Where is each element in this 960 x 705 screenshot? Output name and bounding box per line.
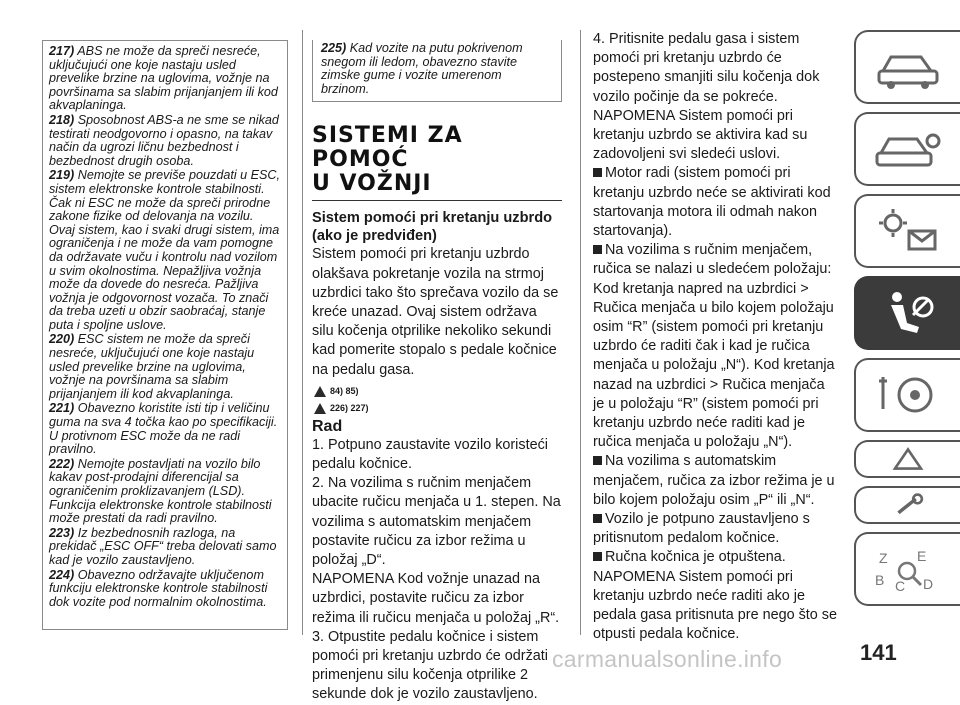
warning-220: 220) ESC sistem ne može da spreči nesreće, uključujući one koje nastaju usled prevelike brzine na uglovima, vožnje na površinama sa slabim prijanjanjem ili kod akvaplaninga. xyxy=(49,332,255,401)
warning-223: 223) Iz bezbednosnih razloga, na prekidač „ESC OFF“ treba delovati samo kad je vozilo zaustavljeno. xyxy=(49,525,277,567)
warnings-box-left xyxy=(42,40,288,630)
warning-lights-icon xyxy=(873,205,943,257)
tab-maintenance[interactable] xyxy=(854,486,960,524)
svg-text:B: B xyxy=(875,572,885,588)
intro-paragraph: Sistem pomoći pri kretanju uzbrdo olakšava pokretanje vozila na strmoj uzbrdici tako što sprečava vozilo da se kreće unazad. Ovaj sistem održava silu kočenja otprilike nekoliko sekundi kad pomerite stopalo s pedale kočnice na pedalu gasa. xyxy=(312,246,559,378)
tab-car-overview[interactable] xyxy=(854,30,960,104)
tab-warning-lights[interactable] xyxy=(854,194,960,268)
condition-item: Vozilo je potpuno zaustavljeno s pritisnutom pedalom kočnice. xyxy=(593,511,810,547)
svg-text:C: C xyxy=(895,578,906,594)
condition-item: Ručna kočnica je otpuštena. xyxy=(593,548,839,567)
bullet-icon xyxy=(593,456,602,465)
chapter-tabs xyxy=(854,30,960,614)
bullet-icon xyxy=(593,552,602,561)
warning-triangle-icon xyxy=(314,386,326,397)
rad-heading: Rad xyxy=(312,417,343,435)
warning-217: 217) ABS ne može da spreči nesreće, uključujući one koje nastaju usled prevelike brzine na uglovima, vožnje na površinama sa slabim prijanjanjem ili kod akvaplaninga. xyxy=(49,44,278,113)
svg-text:Z: Z xyxy=(879,550,888,566)
warning-224: 224) Obavezno održavajte uključenom funkciju elektronske kontrole stabilnosti dok vozite pod normalnim okolnostima. xyxy=(49,567,268,609)
right-column xyxy=(593,30,839,645)
svg-text:D: D xyxy=(923,576,934,592)
step-2: 2. Na vozilima s ručnim menjačem ubacite ručicu menjača u 1. stepen. Na vozilima s automatskim menjačem postavite ručicu za izbor režima u položaj „D“. xyxy=(312,475,561,569)
wrench-icon xyxy=(873,492,943,518)
bullet-icon xyxy=(593,514,602,523)
alphabet-index-icon xyxy=(873,543,943,595)
warning-triangle-icon xyxy=(314,403,326,414)
tab-emergency[interactable] xyxy=(854,440,960,478)
condition-item: Motor radi (sistem pomoći pri kretanju uzbrdo neće se aktivirati kod startovanja motora ili odmah nakon startovanja). xyxy=(593,165,831,240)
subsection-title: Sistem pomoći pri kretanju uzbrdo (ako je predviđen) xyxy=(312,210,553,245)
page-number: 141 xyxy=(860,640,897,665)
tab-starting-driving[interactable] xyxy=(854,358,960,432)
airbag-seat-icon xyxy=(873,287,943,339)
warning-225: 225) Kad vozite na putu pokrivenom snegom ili ledom, obavezno stavite zimske gume i vozite umerenom brzinom. xyxy=(312,40,562,102)
step-4: 4. Pritisnite pedalu gasa i sistem pomoći pri kretanju uzbrdo će postepeno smanjiti silu kočenja dok vozilo počinje da se pokreće. xyxy=(593,31,820,105)
warning-222: 222) Nemojte postavljati na vozilo bilo kakav post-prodajni diferencijal sa ograničenim proklizavanjem (LSD). Funkcija elektronske kontrole stabilnosti može prestati da radi pravilno. xyxy=(49,456,272,526)
reference-row: 84) 85) xyxy=(314,386,562,397)
steering-wheel-icon xyxy=(873,369,943,421)
step-1: 1. Potpuno zaustavite vozilo koristeći pedalu kočnice. xyxy=(312,436,548,472)
svg-text:E: E xyxy=(917,548,927,564)
tab-index[interactable] xyxy=(854,532,960,606)
bullet-icon xyxy=(593,245,602,254)
column-divider xyxy=(580,30,581,635)
note-conditions: NAPOMENA Sistem pomoći pri kretanju uzbrdo se aktivira kad su zadovoljeni svi sledeći uslovi. xyxy=(593,107,808,163)
note-gas-pedal: NAPOMENA Sistem pomoći pri kretanju uzbrdo neće raditi ako je pedala gasa pritisnuta pre nego što se otpusti pedala kočnice. xyxy=(593,568,838,643)
condition-item: Na vozilima s ručnim menjačem, ručica se nalazi u sledećem položaju: Kod kretanja napred na uzbrdici > Ručica menjača u bilo kojem položaju osim “R” (sistem pomoći pri kretanju uzbrdo će raditi čak i kad je ručica menjača u položaju „N“). Kod kretanja nazad na uzbrdici > Ručica menjača je u položaju “R” (sistem pomoći pri kretanju uzbrdo neće raditi kad je ručica menjača u položaju „N“). xyxy=(593,242,835,451)
middle-column xyxy=(312,40,562,705)
car-icon xyxy=(873,41,943,93)
section-title: SISTEMI ZA POMOĆ U VOŽNJI xyxy=(312,124,562,201)
condition-item: Na vozilima s automatskim menjačem, ručica za izbor režima je u bilo kojem položaju osim „P“ ili „N“. xyxy=(593,453,835,508)
car-key-icon xyxy=(873,123,943,175)
emergency-icon xyxy=(873,446,943,472)
column-divider xyxy=(302,30,303,635)
warning-221: 221) Obavezno koristite isti tip i veličinu guma na sva 4 točka kao po specifikaciji. U protivnom ESC može da ne radi pravilno. xyxy=(49,401,278,457)
tab-safety[interactable] xyxy=(854,276,960,350)
watermark: carmanualsonline.info xyxy=(552,646,783,672)
warning-218: 218) Sposobnost ABS-a ne sme se nikad testirati neodgovorno i opasno, na takav način da ugrozi ličnu bezbednost i bezbednost drugih osoba. xyxy=(49,112,279,168)
warning-219: 219) Nemojte se previše pouzdati u ESC, sistem elektronske kontrole stabilnosti. Čak ni ESC ne može da spreči prirodne zakone fizike od delovanja na vozilu. Ovaj sistem, kao i svaki drugi sistem, ima ograničenja i ne može da vam pomogne da održavate vuču i kontrolu nad vozilom u svim okolnostima. Nepažljiva vožnja može da dovede do nesreća. Pažljiva vožnja je odgovornost vozača. To znači da treba uzeti u obzir saobraćaj, stanje puta i spoljne uslove. xyxy=(49,168,281,332)
bullet-icon xyxy=(593,168,602,177)
reference-row: 226) 227) xyxy=(314,403,562,414)
tab-car-knowing[interactable] xyxy=(854,112,960,186)
step-3: 3. Otpustite pedalu kočnice i sistem pomoći pri kretanju uzbrdo će održati primenjenu silu kočenja otprilike 2 sekunde dok je vozilo zaustavljeno. xyxy=(312,628,548,703)
note-reverse: NAPOMENA Kod vožnje unazad na uzbrdici, postavite ručicu za izbor režima ili ručicu menjača u položaj „R“. xyxy=(312,571,560,626)
